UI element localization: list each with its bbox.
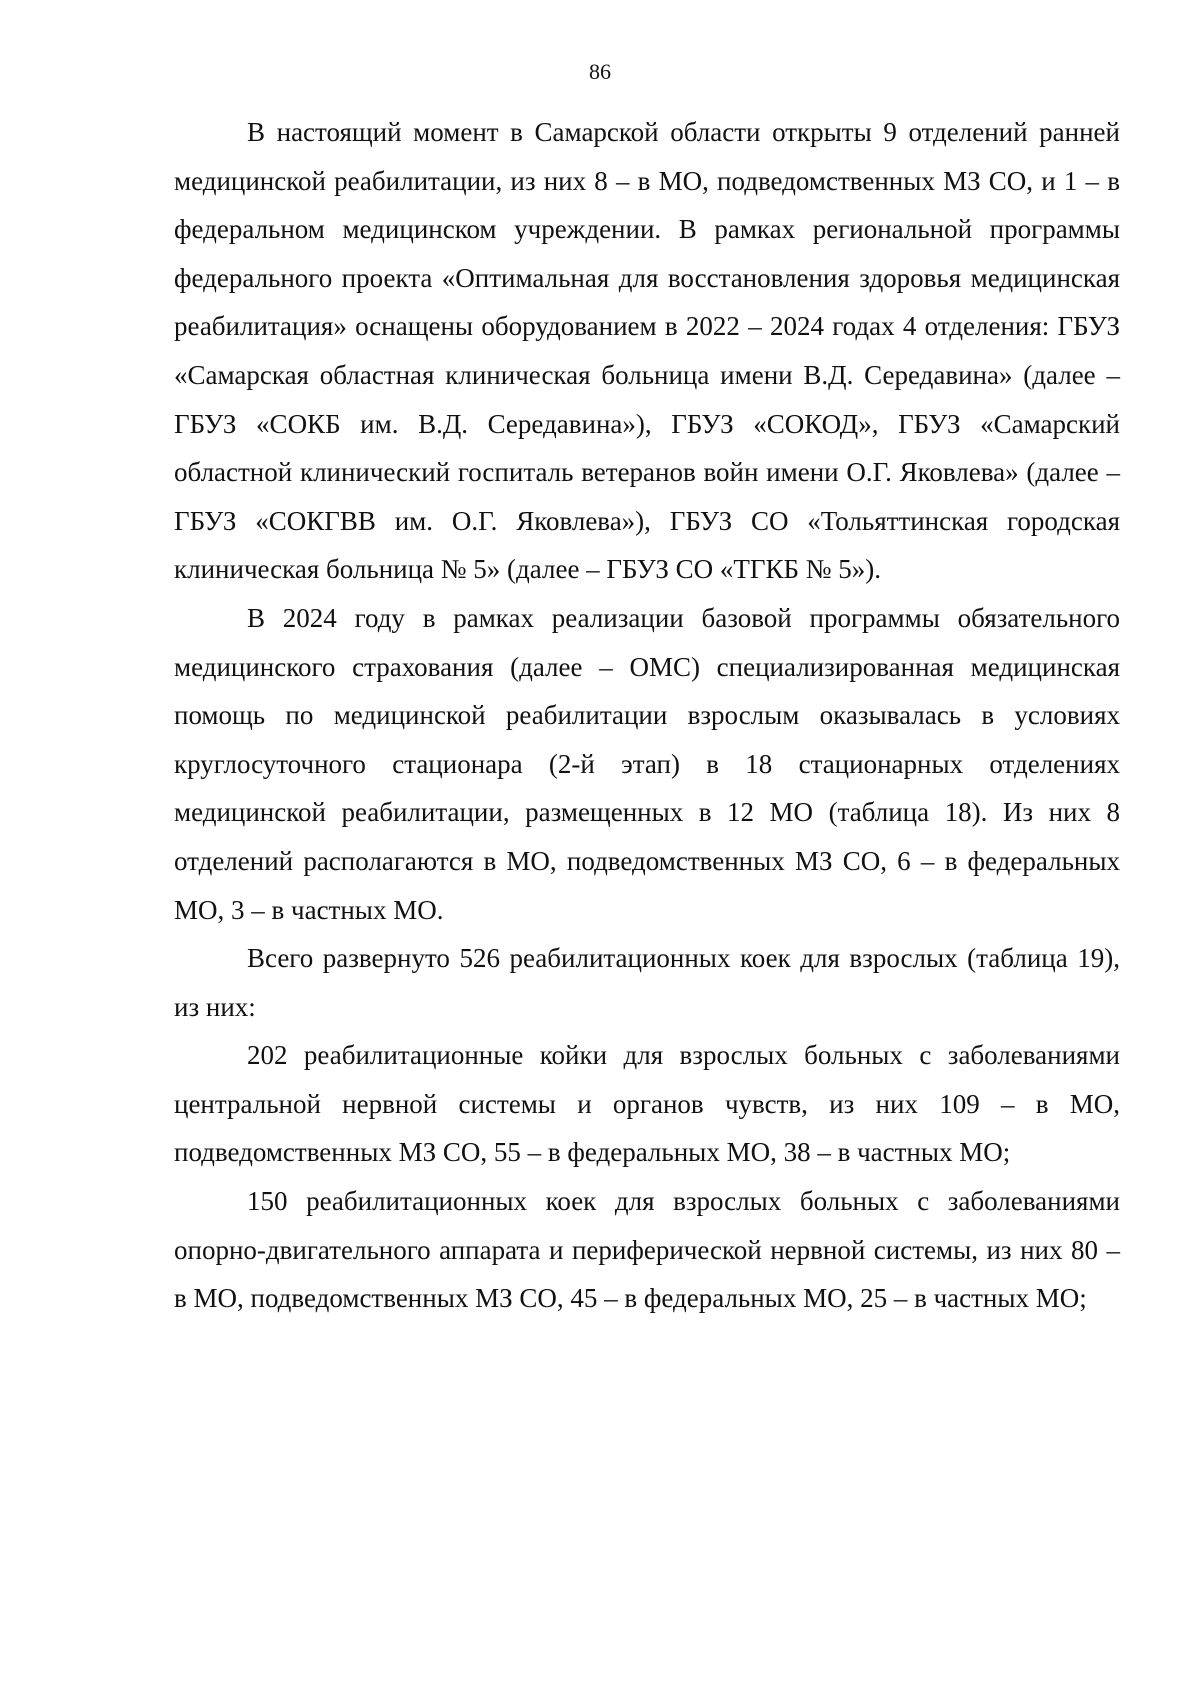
document-body [174,108,1120,1323]
page-number: 86 [589,59,611,84]
paragraph-cns-beds: 202 реабилитационные койки для взрослых больных с заболеваниями центральной нервной системы и органов чувств, из них 109 – в МО, подведомственных МЗ СО, 55 – в федеральных МО, 38 – в частных МО; [174,1040,1120,1168]
paragraph-rehab-departments: В настоящий момент в Самарской области открыты 9 отделений ранней медицинской реабилитации, из них 8 – в МО, подведомственных МЗ СО, и 1 – в федеральном медицинском учреждении. В рамках региональной программы федерального проекта «Оптимальная для восстановления здоровья медицинская реабилитация» оснащены оборудованием в 2022 – 2024 годах 4 отделения: ГБУЗ «Самарская областная клиническая больница имени В.Д. Середавина» (далее – ГБУЗ «СОКБ им. В.Д. Середавина»), ГБУЗ «СОКОД», ГБУЗ «Самарский областной клинический госпиталь ветеранов войн имени О.Г. Яковлева» (далее – ГБУЗ «СОКГВВ им. О.Г. Яковлева»), ГБУЗ СО «Тольяттинская городская клиническая больница № 5» (далее – ГБУЗ СО «ТГКБ № 5»). [174,117,1120,585]
paragraph-total-beds: Всего развернуто 526 реабилитационных коек для взрослых (таблица 19), из них: [174,943,1120,1022]
paragraph-musculoskeletal-beds: 150 реабилитационных коек для взрослых больных с заболеваниями опорно-двигательного аппарата и периферической нервной системы, из них 80 – в МО, подведомственных МЗ СО, 45 – в федеральных МО, 25 – в частных МО; [174,1186,1120,1314]
paragraph-oms-program: В 2024 году в рамках реализации базовой программы обязательного медицинского страхования (далее – ОМС) специализированная медицинская помощь по медицинской реабилитации взрослым оказывалась в условиях круглосуточного стационара (2-й этап) в 18 стационарных отделениях медицинской реабилитации, размещенных в 12 МО (таблица 18). Из них 8 отделений располагаются в МО, подведомственных МЗ СО, 6 – в федеральных МО, 3 – в частных МО. [174,602,1120,925]
